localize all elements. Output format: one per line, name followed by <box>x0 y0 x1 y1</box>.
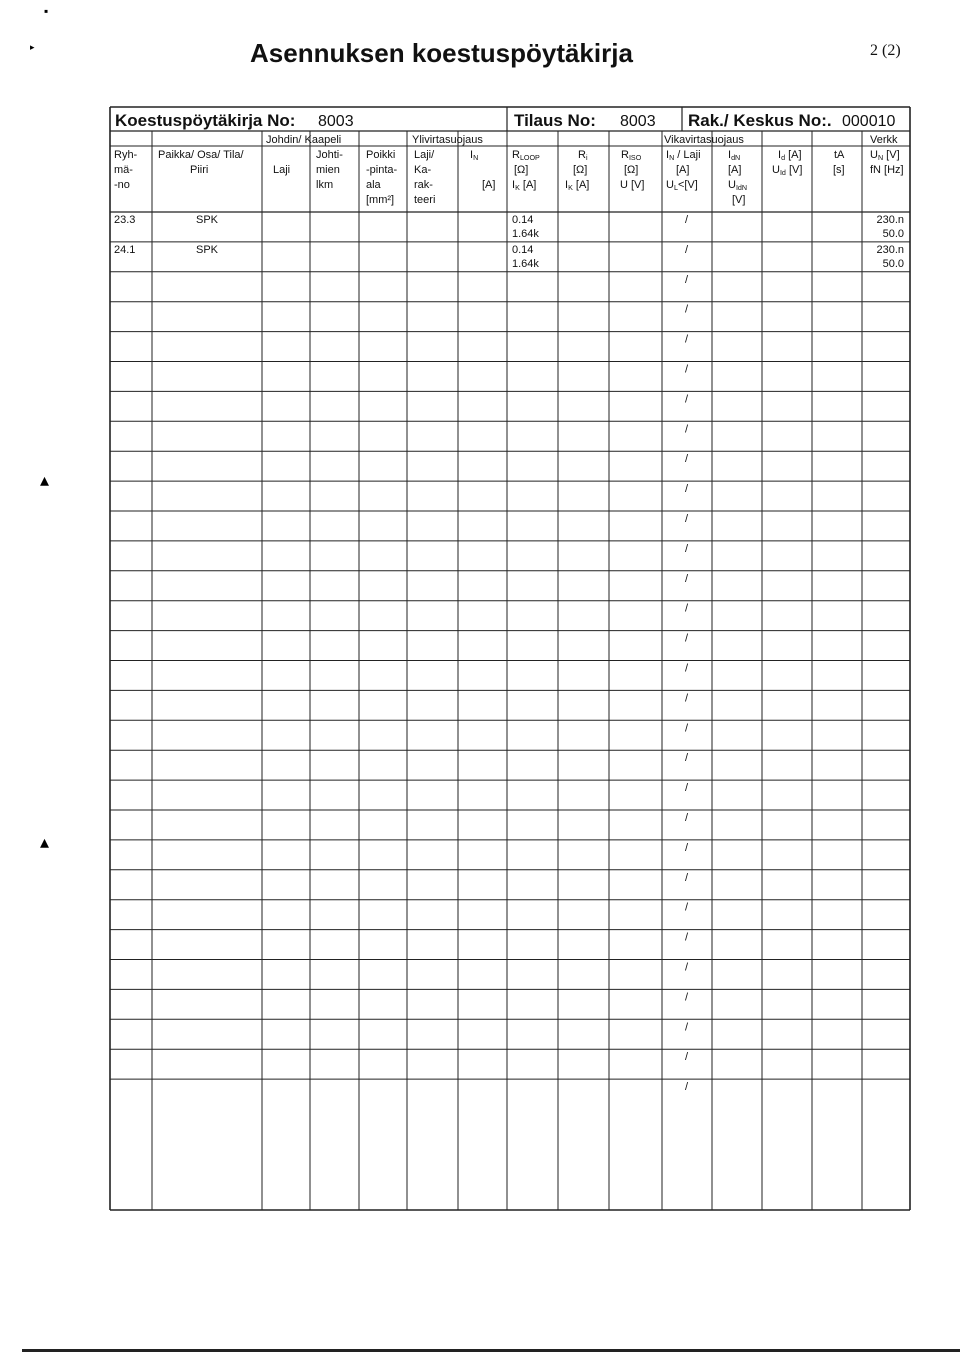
col-un: UN [V] <box>870 149 900 162</box>
row-in-type: / <box>685 542 689 555</box>
row-in-type: / <box>685 901 689 914</box>
col-riso-unit: [Ω] <box>624 164 639 176</box>
col-in-type-unit: [A] <box>676 164 690 176</box>
row-in-type: / <box>685 513 689 525</box>
col-cross-section: Poikki <box>366 149 396 161</box>
col-group-no: -no <box>114 179 130 191</box>
row-in-type: / <box>685 453 689 466</box>
col-location: Piiri <box>190 164 209 176</box>
scan-speck: ▪ <box>44 4 49 18</box>
row-fn: 50.0 <box>882 228 904 240</box>
col-id-u: UId [V] <box>772 164 803 177</box>
col-rloop: RLOOP <box>512 149 540 162</box>
col-riso: RISO <box>621 149 642 162</box>
col-cross-section: ala <box>366 179 381 191</box>
col-group-no: Ryh- <box>114 149 138 161</box>
col-riso-u: U [V] <box>620 179 645 191</box>
col-in-type: IN / Laji <box>666 149 701 162</box>
col-ta-unit: [s] <box>833 164 845 176</box>
col-cross-section: -pinta- <box>366 164 398 176</box>
order-label: Tilaus No: <box>514 111 596 130</box>
row-group: 23.3 <box>114 214 136 226</box>
row-in-type: / <box>685 841 689 854</box>
col-idn-unit: [A] <box>728 164 742 176</box>
center-number: 000010 <box>842 113 896 130</box>
row-un: 230.n <box>876 214 904 226</box>
row-in-type: / <box>685 1051 689 1064</box>
col-conductors: Johti- <box>316 149 343 161</box>
col-un-fn: fN [Hz] <box>870 164 904 176</box>
col-rloop-ik: IK [A] <box>512 179 537 192</box>
row-un: 230.n <box>876 243 904 256</box>
table-grid <box>110 107 910 1210</box>
row-in-type: / <box>685 214 689 226</box>
row-in-type: / <box>685 662 689 675</box>
margin-mark-lower: ▴ <box>40 832 50 852</box>
col-characteristic: teeri <box>414 194 436 206</box>
col-idn-u: UIdN <box>728 179 748 192</box>
bottom-rule <box>22 1349 960 1352</box>
page-title: Asennuksen koestuspöytäkirja <box>250 38 633 68</box>
protocol-number: 8003 <box>318 113 354 130</box>
row-in-type: / <box>685 871 689 884</box>
row-in-type: / <box>685 303 689 316</box>
center-label: Rak./ Keskus No:. <box>688 111 832 130</box>
row-in-type: / <box>685 931 689 944</box>
row-group: 24.1 <box>114 243 136 256</box>
page-number: 2 (2) <box>870 42 901 59</box>
col-ri-unit: [Ω] <box>573 164 588 176</box>
order-number: 8003 <box>620 113 656 130</box>
row-in-type: / <box>685 423 689 436</box>
row-in-type: / <box>685 991 689 1004</box>
col-characteristic: Laji/ <box>414 149 435 161</box>
row-fn: 50.0 <box>882 257 904 270</box>
row-in-type: / <box>685 273 689 286</box>
group-cable: Johdin/ Kaapeli <box>266 134 342 146</box>
protocol-label: Koestuspöytäkirja No: <box>115 111 296 130</box>
group-overcurrent: Ylivirtasuojaus <box>412 134 483 146</box>
col-ta: tA <box>834 149 845 161</box>
row-in-type: / <box>685 692 689 705</box>
group-network: Verkk <box>870 134 898 146</box>
row-location: SPK <box>196 243 219 256</box>
row-in-type: / <box>685 572 689 585</box>
row-ik: 1.64k <box>512 228 539 240</box>
col-in: IN <box>470 149 479 162</box>
col-idn: IdN <box>728 149 741 162</box>
table-text <box>114 111 904 1093</box>
col-characteristic: rak- <box>414 179 433 191</box>
col-in-unit: [A] <box>482 179 496 191</box>
col-conductors: lkm <box>316 179 334 191</box>
scan-speck: ▸ <box>30 42 35 52</box>
row-in-type: / <box>685 363 689 376</box>
col-characteristic: Ka- <box>414 164 432 176</box>
row-in-type: / <box>685 602 689 615</box>
row-in-type: / <box>685 1021 689 1034</box>
row-ik: 1.64k <box>512 257 539 270</box>
row-rloop: 0.14 <box>512 214 534 226</box>
row-in-type: / <box>685 333 689 346</box>
col-ri-ik: IK [A] <box>565 179 590 192</box>
row-in-type: / <box>685 393 689 406</box>
col-cross-section: [mm²] <box>366 194 395 206</box>
row-location: SPK <box>196 214 219 226</box>
row-in-type: / <box>685 243 689 256</box>
col-ri: Ri <box>578 149 588 162</box>
col-id: Id [A] <box>778 149 802 162</box>
row-in-type: / <box>685 632 689 645</box>
col-rloop-unit: [Ω] <box>514 164 529 176</box>
col-idn-v: [V] <box>732 194 746 206</box>
row-in-type: / <box>685 1081 689 1094</box>
row-in-type: / <box>685 752 689 765</box>
row-rloop: 0.14 <box>512 243 534 256</box>
col-location: Paikka/ Osa/ Tila/ <box>158 149 244 161</box>
row-in-type: / <box>685 782 689 795</box>
col-in-type-ul: UL<[V] <box>666 179 698 192</box>
row-in-type: / <box>685 483 689 496</box>
row-in-type: / <box>685 812 689 824</box>
col-group-no: mä- <box>114 164 133 176</box>
row-in-type: / <box>685 961 689 974</box>
margin-mark-upper: ▴ <box>40 470 50 490</box>
col-cable-type: Laji <box>273 164 291 176</box>
group-residual: Vikavirtasuojaus <box>664 134 744 146</box>
row-in-type: / <box>685 722 689 735</box>
col-conductors: mien <box>316 164 340 176</box>
